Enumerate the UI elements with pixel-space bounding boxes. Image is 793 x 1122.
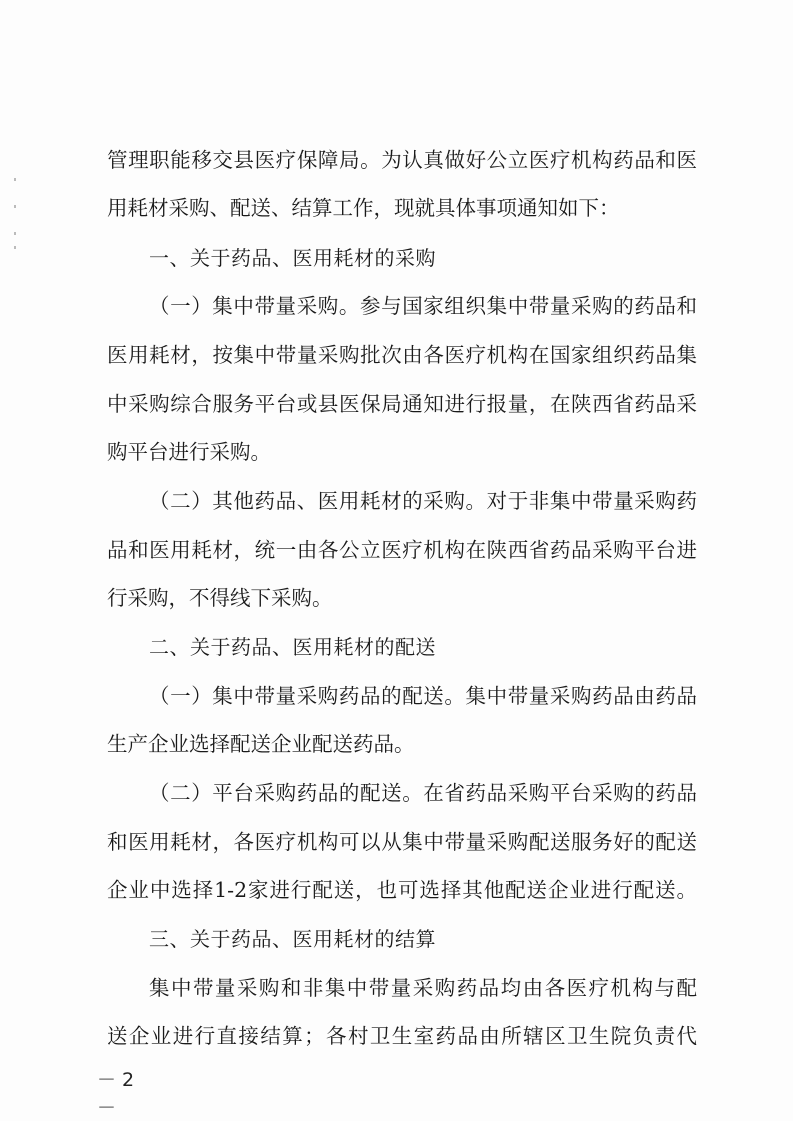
body-text-line: 行采购，不得线下采购。 <box>107 586 333 610</box>
body-text-line: 企业中选择1-2家进行配送，也可选择其他配送企业进行配送。 <box>107 878 697 902</box>
scan-mark <box>14 178 16 181</box>
body-text-line: 和医用耗材，各医疗机构可以从集中带量采购配送服务好的配送 <box>107 830 697 854</box>
scan-mark <box>14 205 16 208</box>
section-heading: 三、关于药品、医用耗材的结算 <box>149 927 436 951</box>
scan-mark <box>14 232 16 235</box>
page-number: － 2 － <box>97 1069 135 1119</box>
scan-mark <box>14 246 16 249</box>
body-text-line: 中采购综合服务平台或县医保局通知进行报量，在陕西省药品采 <box>107 392 697 416</box>
body-text-line: 管理职能移交县医疗保障局。为认真做好公立医疗机构药品和医 <box>107 148 697 172</box>
body-text-line: （一）集中带量采购药品的配送。集中带量采购药品由药品 <box>149 684 697 708</box>
body-text-line: 用耗材采购、配送、结算工作，现就具体事项通知如下： <box>107 196 620 220</box>
body-text-line: （二）平台采购药品的配送。在省药品采购平台采购的药品 <box>149 781 697 805</box>
body-text-line: 生产企业选择配送企业配送药品。 <box>107 732 415 756</box>
body-text-line: 品和医用耗材，统一由各公立医疗机构在陕西省药品采购平台进 <box>107 538 697 562</box>
body-text-line: （二）其他药品、医用耗材的采购。对于非集中带量采购药 <box>149 489 697 513</box>
body-text-line: 购平台进行采购。 <box>107 440 271 464</box>
section-heading: 二、关于药品、医用耗材的配送 <box>149 635 436 659</box>
section-heading: 一、关于药品、医用耗材的采购 <box>149 246 436 270</box>
body-text-line: 医用耗材，按集中带量采购批次由各医疗机构在国家组织药品集 <box>107 343 697 367</box>
body-text-line: 集中带量采购和非集中带量采购药品均由各医疗机构与配 <box>149 976 697 1000</box>
body-text-line: 送企业进行直接结算；各村卫生室药品由所辖区卫生院负责代 <box>107 1024 697 1048</box>
body-text-line: （一）集中带量采购。参与国家组织集中带量采购的药品和 <box>149 294 697 318</box>
